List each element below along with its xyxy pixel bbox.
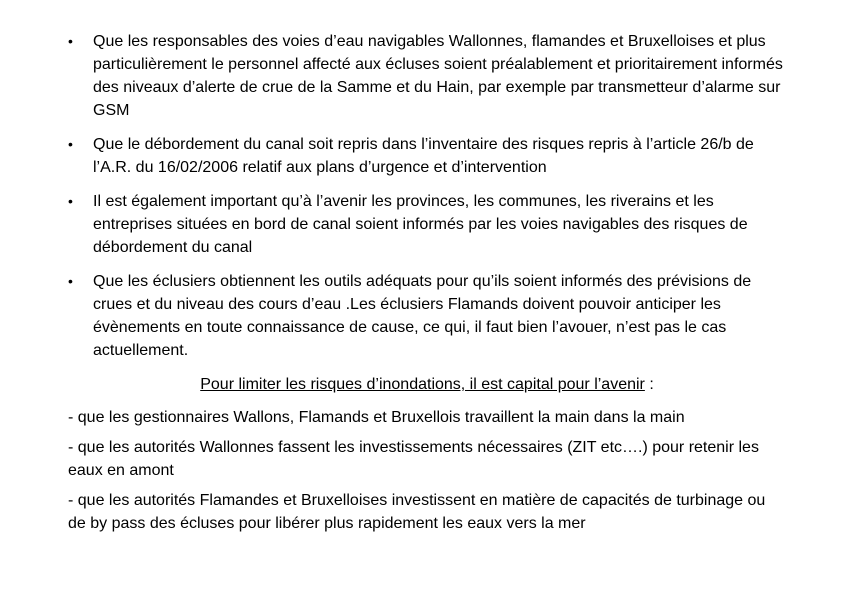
bullet-marker: • [68,193,73,209]
section-heading [68,373,786,396]
bullet-marker: • [68,136,73,152]
bullet-item [68,133,786,179]
bullet-text: Que le débordement du canal soit repris dans l’inventaire des risques repris à l’article 26/b de l’A.R. du 16/02/2006 relatif aux plans d’urgence et d’intervention [93,136,754,176]
section-heading-underlined-text: Pour limiter les risques d’inondations, il est capital pour l’avenir [200,376,645,393]
dash-item: - que les autorités Flamandes et Bruxelloises investissent en matière de capacités de turbinage ou de by pass des écluses pour libérer plus rapidement les eaux vers la mer [68,492,766,532]
bullet-item [68,270,786,362]
bullet-list [68,30,786,362]
bullet-text: Que les éclusiers obtiennent les outils adéquats pour qu’ils soient informés des prévisions de crues et du niveau des cours d’eau .Les éclusiers Flamands doivent pouvoir anticiper les évènements en toute connaissance de cause, ce qui, il faut bien l’avouer, n’est pas le cas actuellement. [93,273,752,359]
dash-item: - que les autorités Wallonnes fassent les investissements nécessaires (ZIT etc….) pour retenir les eaux en amont [68,439,759,479]
bullet-item [68,30,786,122]
bullet-marker: • [68,273,73,289]
bullet-item [68,190,786,259]
bullet-text: Il est également important qu’à l’avenir les provinces, les communes, les riverains et les entreprises situées en bord de canal soient informés par les voies navigables des risques de débordement du canal [93,193,748,256]
section-heading-colon: : [644,376,654,393]
bullet-text: Que les responsables des voies d’eau navigables Wallonnes, flamandes et Bruxelloises et plus particulièrement le personnel affecté aux écluses soient préalablement et prioritairement informés des niveaux d’alerte de crue de la Samme et du Hain, par exemple par transmetteur d’alarme sur GSM [93,33,783,119]
bullet-marker: • [68,33,73,49]
dash-item: - que les gestionnaires Wallons, Flamands et Bruxellois travaillent la main dans la main [68,409,685,426]
